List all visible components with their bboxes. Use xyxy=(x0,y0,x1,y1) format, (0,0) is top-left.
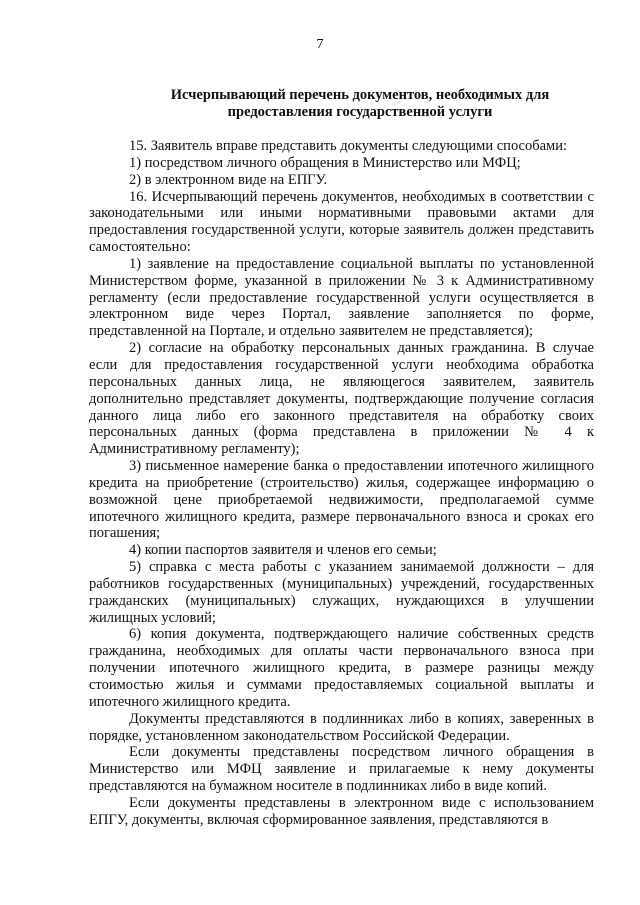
paragraph-doc-2: 2) согласие на обработку персональных данных гражданина. В случае если для предоставления государственной услуги необходима обработка персональных данных лица, не являющегося заявителем, заявитель дополнительно представляет документы, подтверждающие получение согласия данного лица либо его законного представителя на обработку своих персональных данных (форма представлена в приложении № 4 к Административному регламенту); xyxy=(89,340,594,458)
paragraph-personal-submission: Если документы представлены посредством личного обращения в Министерство или МФЦ заявление и прилагаемые к нему документы представляются на бумажном носителе в подлинниках либо в виде копий. xyxy=(89,744,594,795)
section-heading-line-1: Исчерпывающий перечень документов, необходимых для xyxy=(170,87,550,103)
paragraph-electronic-submission: Если документы представлены в электронном виде с использованием ЕПГУ, документы, включая сформированное заявления, представляются в xyxy=(89,794,594,828)
paragraph-doc-5: 5) справка с места работы с указанием занимаемой должности – для работников государственных (муниципальных) учреждений, государственных гражданских (муниципальных) служащих, нуждающихся в улучшении жилищных условий; xyxy=(89,559,594,626)
paragraph-doc-4: 4) копии паспортов заявителя и членов его семьи; xyxy=(129,542,437,559)
paragraph-method-2: 2) в электронном виде на ЕПГУ. xyxy=(129,171,328,188)
paragraph-15-intro: 15. Заявитель вправе представить документы следующими способами: xyxy=(129,138,568,154)
paragraph-doc-1: 1) заявление на предоставление социальной выплаты по установленной Министерством форме, указанной в приложении № 3 к Административному регламенту (если предоставление государственной услуги осуществляется в электронном виде через Портал, заявление заполняется по форме, представленной на Портале, и отдельно заявителем не представляется); xyxy=(89,255,594,340)
paragraph-method-1: 1) посредством личного обращения в Министерство или МФЦ; xyxy=(129,154,521,171)
paragraph-originals: Документы представляются в подлинниках либо в копиях, заверенных в порядке, установленном законодательством Российской Федерации. xyxy=(89,710,594,744)
page-number: 7 xyxy=(316,37,324,52)
paragraph-doc-6: 6) копия документа, подтверждающего наличие собственных средств гражданина, необходимых для оплаты части первоначального взноса при получении ипотечного жилищного кредита, в размере разницы между стоимостью жилья и суммами предоставляемых социальной выплаты и ипотечного жилищного кредита. xyxy=(89,626,594,710)
document-body xyxy=(89,138,594,829)
section-heading xyxy=(150,87,570,121)
paragraph-doc-3: 3) письменное намерение банка о предоставлении ипотечного жилищного кредита на приобретение (строительство) жилья, содержащее информацию о возможной цене приобретаемой недвижимости, предполагаемой сумме ипотечного жилищного кредита, размере первоначального взноса и сроках его погашения; xyxy=(89,458,594,542)
section-heading-line-2: предоставления государственной услуги xyxy=(227,104,493,120)
paragraph-16-intro: 16. Исчерпывающий перечень документов, необходимых в соответствии с законодательными или иными нормативными правовыми актами для предоставления государственной услуги, которые заявитель должен представить самостоятельно: xyxy=(89,188,594,256)
